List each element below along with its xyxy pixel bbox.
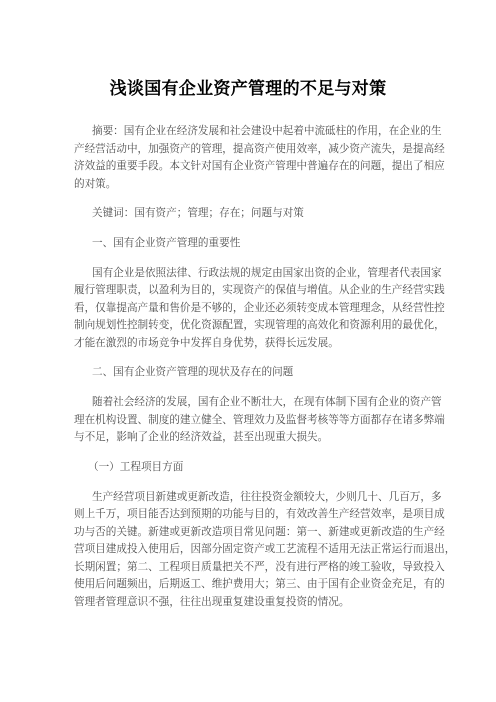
paragraph-line: 随着社会经济的发展，国有企业不断壮大，在现有体制下国有企业的资产管 [92,396,442,408]
document-title: 浅谈国有企业资产管理的不足与对策 [109,79,387,99]
subsection-heading: （一）工程项目方面 [88,461,184,473]
keywords-line: 关键词：国有资产；管理；存在；问题与对策 [92,207,304,219]
paragraph-line: 功与否的关键。新建或更新改造项目常见问题：第一、新建或更新改造的生产经 [74,526,445,538]
abstract-line: 的对策。 [74,178,117,190]
paragraph-line: 看，仅靠提高产量和售价是不够的，企业还必须转变成本管理理念，从经营性控 [74,302,445,314]
paragraph-line: 则上千万，项目能否达到预期的功能与目的，有效改善生产经营效率，是项目成 [74,508,445,520]
paragraph-line: 使用后问题频出，后期返工、维护费用大；第三、由于国有企业资金充足，有的 [74,578,445,590]
paragraph-line: 管理者管理意识不强，往往出现重复建设重复投资的情况。 [74,596,350,608]
section-heading: 一、国有企业资产管理的重要性 [92,237,241,249]
paragraph-line: 才能在激烈的市场竞争中发挥自身优势，获得长远发展。 [74,337,339,349]
paragraph-line: 长期闲置；第二、工程项目质量把关不严，没有进行严格的竣工验收，导致投入 [74,561,445,573]
paragraph-line: 理在机构设置、制度的建立健全、管理效力及监督考核等等方面都存在诸多弊端 [74,414,445,426]
paragraph-line: 生产经营项目新建或更新改造，往往投资金额较大，少则几十、几百万，多 [92,491,442,503]
abstract-line: 济效益的重要手段。本文针对国有企业资产管理中普遍存在的问题，提出了相应 [74,160,445,172]
abstract-line: 产经营活动中，加强资产的管理，提高资产使用效率，减少资产流失，是提高经 [74,143,445,155]
paragraph-line: 国有企业是依照法律、行政法规的规定由国家出资的企业，管理者代表国家 [92,267,442,279]
paragraph-line: 制向规划性控制转变，优化资源配置，实现管理的高效化和资源利用的最优化， [74,319,445,331]
paragraph-line: 与不足，影响了企业的经济效益，甚至出现重大损失。 [74,431,329,443]
paragraph-line: 履行管理职责，以盈利为目的，实现资产的保值与增值。从企业的生产经营实践 [74,284,445,296]
paragraph-line: 营项目建成投入使用后，因部分固定资产或工艺流程不适用无法正常运行而退出， [74,543,456,555]
abstract-line: 摘要：国有企业在经济发展和社会建设中起着中流砥柱的作用，在企业的生 [92,125,442,137]
section-heading: 二、国有企业资产管理的现状及存在的问题 [92,366,294,378]
